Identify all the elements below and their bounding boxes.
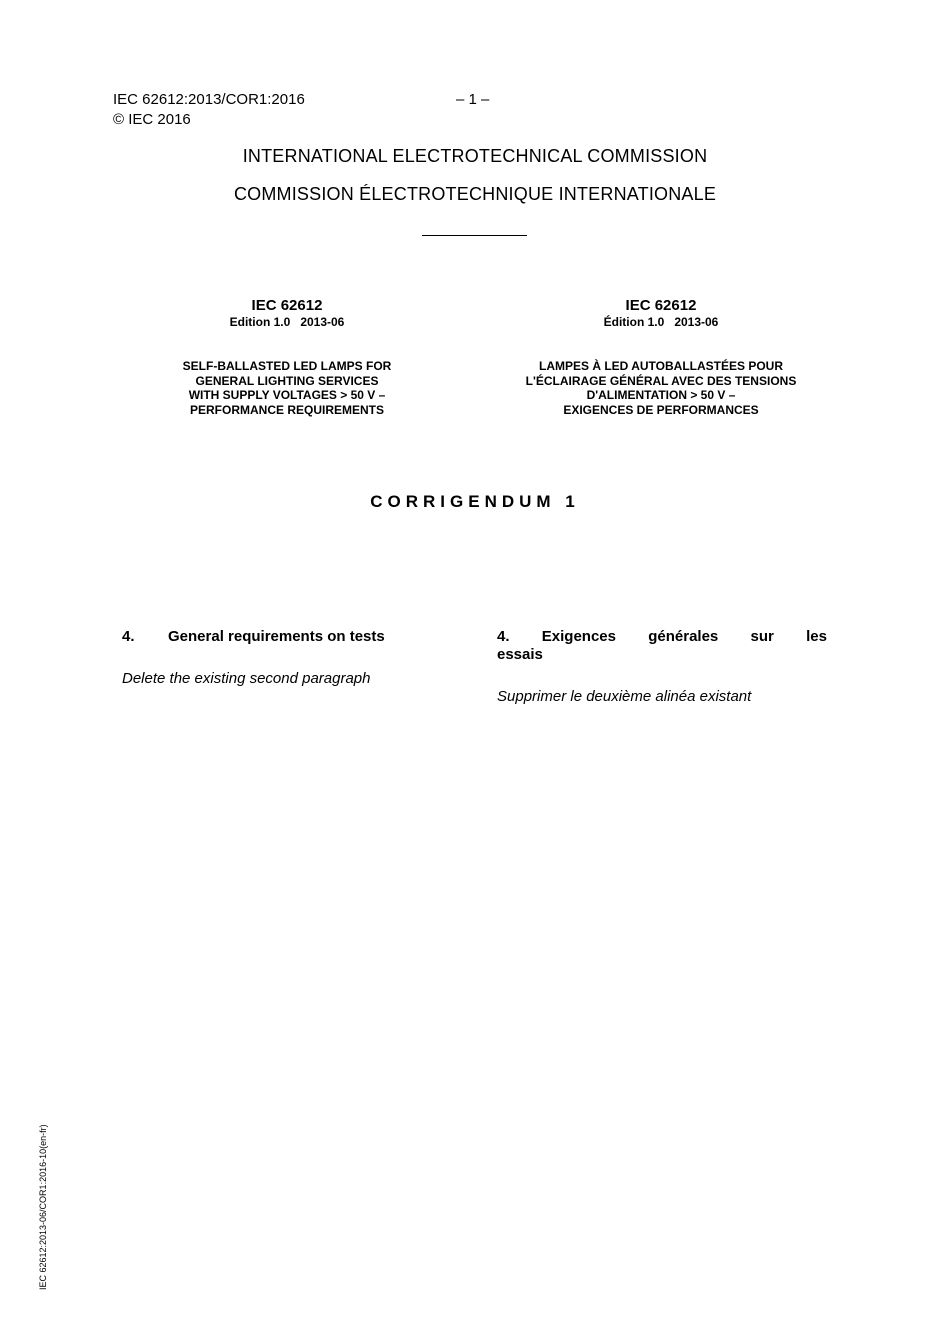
instruction-en: Delete the existing second paragraph <box>122 670 371 687</box>
title-line: L'ÉCLAIRAGE GÉNÉRAL AVEC DES TENSIONS <box>525 373 797 388</box>
title-line: EXIGENCES DE PERFORMANCES <box>563 403 759 418</box>
heading-word: essais <box>497 646 543 663</box>
title-line: D'ALIMENTATION > 50 V – <box>586 388 736 403</box>
section-heading-text: General requirements on tests <box>168 628 385 645</box>
organization-name-fr: COMMISSION ÉLECTROTECHNIQUE INTERNATIONALE <box>233 184 717 204</box>
instruction-fr: Supprimer le deuxième alinéa existant <box>497 688 752 705</box>
standard-number-fr: IEC 62612 <box>625 297 697 314</box>
heading-word: Exigences <box>541 628 616 645</box>
corrigendum-title: CORRIGENDUM 1 <box>370 492 580 511</box>
section-number: 4. <box>122 628 135 645</box>
divider-line <box>422 235 527 236</box>
heading-word: générales <box>648 628 719 645</box>
standard-number-en: IEC 62612 <box>251 297 323 314</box>
standard-title-en <box>137 359 437 418</box>
standard-edition-fr: Édition 1.0 2013-06 <box>603 315 719 329</box>
page-number: – 1 – <box>456 91 490 108</box>
title-line: SELF-BALLASTED LED LAMPS FOR <box>182 359 392 373</box>
section-heading-fr <box>497 628 827 664</box>
standard-title-fr <box>511 359 811 418</box>
side-reference: IEC 62612:2013-06/COR1:2016-10(en-fr) <box>38 1124 48 1290</box>
section-number: 4. <box>497 628 510 645</box>
title-line: LAMPES À LED AUTOBALLASTÉES POUR <box>538 359 783 373</box>
organization-name-en: INTERNATIONAL ELECTROTECHNICAL COMMISSION <box>242 146 708 166</box>
title-line: PERFORMANCE REQUIREMENTS <box>189 403 384 418</box>
title-line: GENERAL LIGHTING SERVICES <box>195 373 379 388</box>
standard-edition-en: Edition 1.0 2013-06 <box>229 315 345 329</box>
title-line: WITH SUPPLY VOLTAGES > 50 V – <box>188 388 386 403</box>
document-reference: IEC 62612:2013/COR1:2016 <box>113 91 305 108</box>
heading-word: les <box>806 628 827 645</box>
section-heading-en <box>122 628 422 646</box>
copyright-notice: © IEC 2016 <box>113 111 191 128</box>
heading-word: sur <box>750 628 774 645</box>
